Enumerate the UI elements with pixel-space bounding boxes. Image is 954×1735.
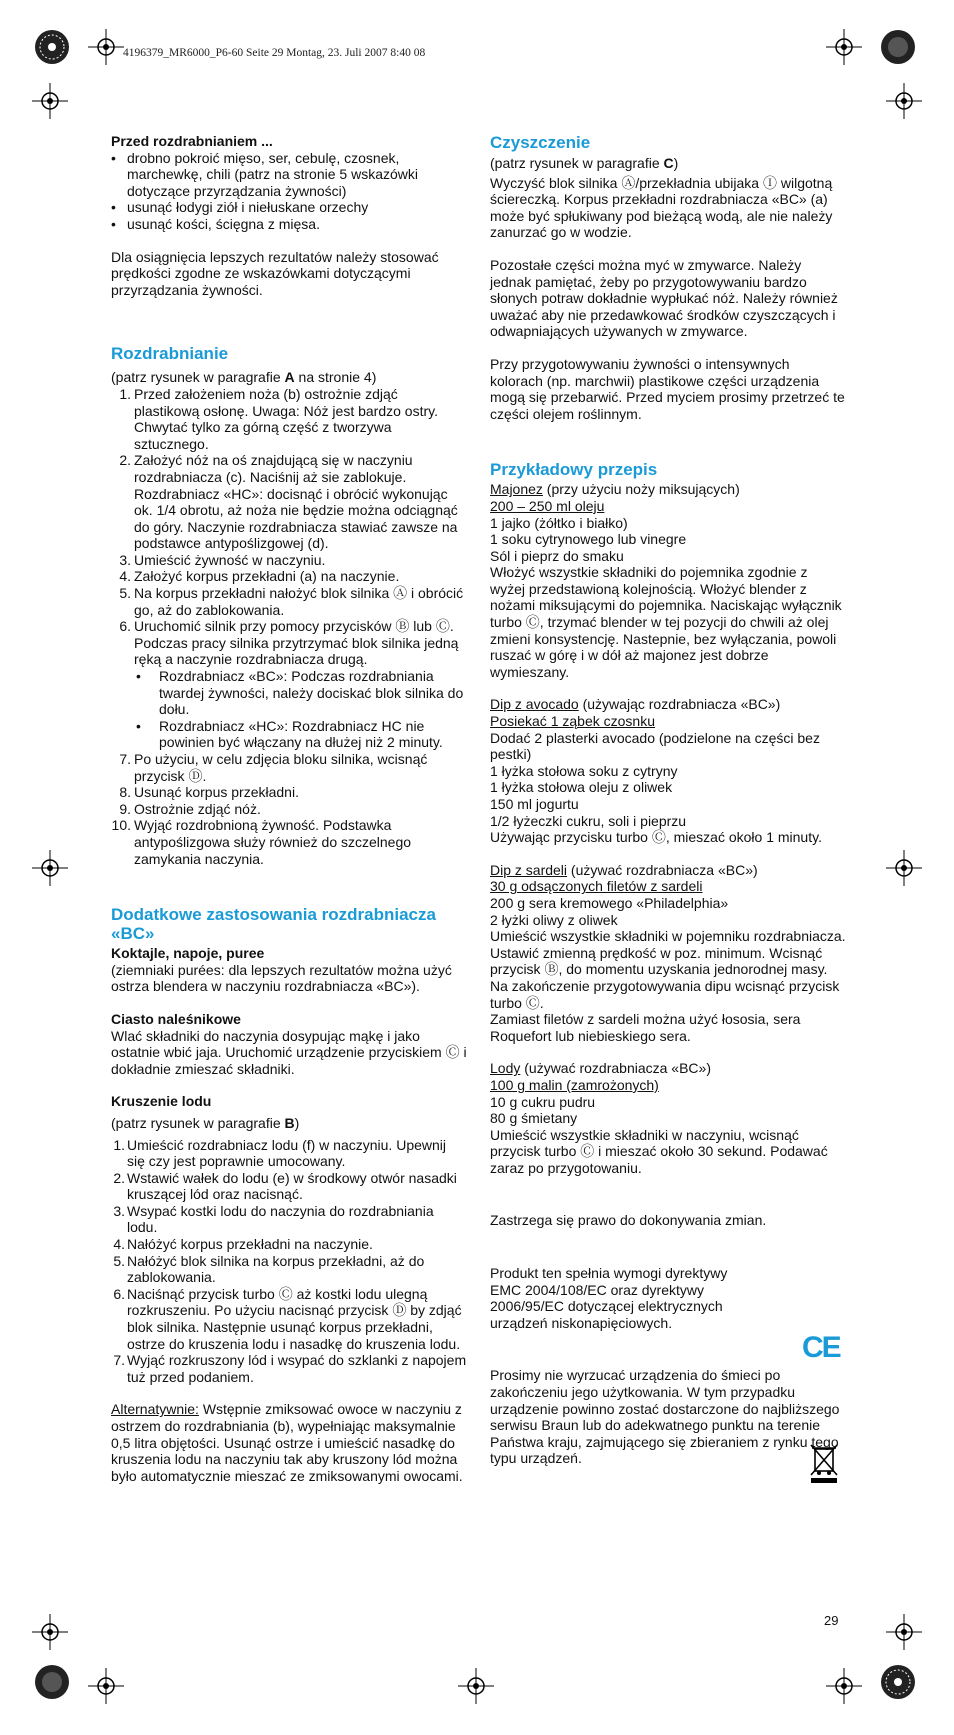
clean-text: Pozostałe części można myć w zmywarce. Należy jednak pamiętać, żeby po przygotowywaniu bardzo słonych potraw dokładnie wypłukać nóż. Należy również uważać aby nie przedawkować środków czyszczących i odwapniających używanych w zmywarce. <box>490 256 838 340</box>
section-heading: Rozdrabnianie <box>111 344 229 364</box>
list-item: 10. Wyjąć rozdrobnioną żywność. Podstawka antypoślizgowa służy również do szczelnego zamykania naczynia. <box>111 817 412 867</box>
list-item: 7. Po użyciu, w celu zdjęcia bloku silnika, wcisnąć przycisk Ⓓ. <box>119 751 428 784</box>
list-item: • usunąć kości, ścięgna z mięsa. <box>111 216 467 233</box>
crossed-bin-icon <box>809 1443 839 1483</box>
list-item: 6. Uruchomić silnik przy pomocy przycisków Ⓑ lub Ⓒ. Podczas pracy silnika przytrzymać blok silnika jedną ręką a naczynie rozdrabniacza drugą. • Rozdrabniacz «BC»: Podczas rozdrabniania twardej żywności, należy dociskać blok silnika do dołu. • Rozdrabniacz «HC»: Rozdrabniacz HC nie powinien być włączany na dłużej niż 2 minuty. <box>111 618 467 751</box>
list-item: • usunąć łodygi ziół i niełuskane orzechy <box>111 199 467 216</box>
recipe-line: Włożyć wszystkie składniki do pojemnika zgodnie z wyżej przedstawioną kolejnością. Włożyć blender z nożami miksującymi do pojemnika. Naciskając wyłącznik turbo Ⓒ, trzymać blender w tej pozycji do chwili aż olej zmieni konsystencję. Nastepnie, bez wyłączania, powoli ruszać w górę i w dół aż majonez jest dobrze wymieszany. <box>490 564 842 680</box>
ice-steps <box>111 1137 467 1386</box>
list-item: 5. Nałóżyć blok silnika na korpus przekładni, aż do zablokowania. <box>113 1252 425 1286</box>
ice-title: Kruszenie lodu <box>111 1093 212 1110</box>
registration-mark-icon <box>32 850 68 886</box>
figure-ref: (patrz rysunek w paragrafie C) <box>490 155 679 171</box>
recipe-line: Na zakończenie przygotowywania dipu wcisnąć przycisk turbo Ⓒ. <box>490 977 840 1011</box>
color-wheel-icon <box>880 29 916 65</box>
cocktail-text: (ziemniaki purées: dla lepszych rezultatów można użyć ostrza blendera w naczyniu rozdrabniacza «BC»). <box>111 961 452 995</box>
recipe-line: Ustawić zmienną prędkość w poz. minimum. Wcisnąć przycisk Ⓑ, do momentu uzyskania jednorodnej masy. <box>490 944 828 978</box>
registration-mark-icon <box>32 83 68 119</box>
color-wheel-icon <box>34 29 70 65</box>
weee-text: Prosimy nie wyrzucać urządzenia do śmieci po zakończeniu jego użytkowania. W tym przypadku urządzenie powinno zostać dostarczone do najbliższego serwisu Braun lub do adekwatnego punktu na terenie Państwa kraju, zajmującego się zbieraniem z rynku tego typu urządzeń. <box>490 1367 840 1467</box>
recipe-line: 1/2 łyżeczki cukru, soli i pieprzu <box>490 812 687 829</box>
recipe-line: Sól i pieprz do smaku <box>490 547 624 564</box>
recipe-line: Zamiast filetów z sardeli można użyć łososia, sera Roquefort lub niebieskiego sera. <box>490 1011 801 1044</box>
recipe-line: 10 g cukru pudru <box>490 1093 596 1110</box>
registration-mark-icon <box>458 1668 494 1704</box>
list-item: 2. Założyć nóż na oś znajdującą się w naczyniu rozdrabniacza (c). Naciśnij aż sie zablokuje. Rozdrabniacz «HC»: docisnąć i obrócić wykonując ok. 1/4 obrotu, aż noża nie będzie można odciągnąć do góry. Naczynie rozdrabniacza stawiać zawsze na podstawce antypoślizgowej (d). <box>119 452 458 552</box>
prep-list <box>111 150 467 233</box>
recipe-line: Umieścić wszystkie składniki w pojemniku rozdrabniacza. <box>490 928 846 945</box>
recipe-line: 1 jajko (żółtko i białko) <box>490 514 628 531</box>
list-item: 2. Wstawić wałek do lodu (e) w środkowy otwór nasadki kruszącej lód oraz nacisnąć. <box>113 1169 457 1203</box>
right-column <box>490 133 846 1467</box>
list-item: 5. Na korpus przekładni nałożyć blok silnika Ⓐ i obrócić go, aż do zablokowania. <box>119 585 464 618</box>
registration-mark-icon <box>826 29 862 65</box>
left-column <box>111 133 467 1484</box>
list-item: 4. Nałóżyć korpus przekładni na naczynie. <box>113 1236 373 1253</box>
list-item: 9. Ostrożnie zdjąć nóż. <box>119 800 261 817</box>
batter-text: Wlać składniki do naczynia dosypując mąkę i jako ostatnie wbić jaja. Uruchomić urządzenie przyciskiem Ⓒ i dokładnie zmieszać składniki. <box>111 1027 467 1077</box>
recipe-line: 200 g sera kremowego «Philadelphia» <box>490 894 729 911</box>
print-header: 4196379_MR6000_P6-60 Seite 29 Montag, 23. Juli 2007 8:40 08 <box>123 47 426 59</box>
recipe-line: 30 g odsączonych filetów z sardeli <box>490 878 703 895</box>
recipe-line: 200 – 250 ml oleju <box>490 497 605 514</box>
registration-mark-icon <box>88 29 124 65</box>
list-item: 3. Umieścić żywność w naczyniu. <box>119 551 326 568</box>
section-heading: Dodatkowe zastosowania rozdrabniacza «BC» <box>111 905 436 944</box>
recipe-line: Dodać 2 plasterki avocado (podzielone na części bez pestki) <box>490 729 820 763</box>
alternative-text: Alternatywnie: Wstępnie zmiksować owoce w naczyniu z ostrzem do rozdrabniania (b), wypełniając maksymalnie 0,5 litra objętości. Usunąć ostrze i umieścić nasadkę do kruszenia lodu na naczyniu tak aby kruszony lód można było automatycznie mieszać ze zmiksowanymi owocami. <box>111 1401 463 1484</box>
list-item: 3. Wsypać kostki lodu do naczynia do rozdrabniania lodu. <box>113 1202 434 1236</box>
figure-ref: (patrz rysunek w paragrafie A na stronie 4) <box>111 369 377 386</box>
list-item: 1. Przed założeniem noża (b) ostrożnie zdjąć plastikową osłonę. Uwaga: Nóż jest bardzo ostry. Chwytać tylko za górną część z tworzywa sztucznego. <box>119 385 438 452</box>
color-wheel-icon <box>880 1664 916 1700</box>
batter-title: Ciasto naleśnikowe <box>111 1010 241 1027</box>
list-item: • drobno pokroić mięso, ser, cebulę, czosnek, marchewkę, chili (patrz na stronie 5 wskazówki dotyczące przyrządzania żywności) <box>111 150 467 200</box>
list-item: 1. Umieścić rozdrabniacz lodu (f) w naczyniu. Upewnij się czy jest poprawnie umocowany. <box>113 1136 447 1170</box>
prep-title: Przed rozdrabnianiem ... <box>111 133 273 149</box>
recipe-line: Używając przycisku turbo Ⓒ, mieszać około 1 minuty. <box>490 829 822 846</box>
registration-mark-icon <box>826 1668 862 1704</box>
recipe-name: Majonez (przy użyciu noży miksujących) <box>490 481 740 498</box>
page-number: 29 <box>824 1613 839 1628</box>
list-item: • Rozdrabniacz «BC»: Podczas rozdrabniania twardej żywności, należy dociskać blok silnika do dołu. <box>136 668 467 718</box>
list-item: • Rozdrabniacz «HC»: Rozdrabniacz HC nie powinien być włączany na dłużej niż 2 minuty. <box>136 718 467 751</box>
recipe-line: 100 g malin (zamrożonych) <box>490 1076 659 1093</box>
registration-mark-icon <box>886 850 922 886</box>
chop-steps <box>111 386 467 867</box>
registration-mark-icon <box>88 1668 124 1704</box>
registration-mark-icon <box>32 1614 68 1650</box>
figure-ref: (patrz rysunek w paragrafie B) <box>111 1114 300 1131</box>
recipe-name: Dip z avocado (używając rozdrabniacza «BC») <box>490 696 781 713</box>
recipe-line: 2 łyżki oliwy z oliwek <box>490 911 618 928</box>
list-item: 7. Wyjąć rozkruszony lód i wsypać do szklanki z napojem tuż przed podaniem. <box>113 1352 467 1385</box>
reserve-note: Zastrzega się prawo do dokonywania zmian. <box>490 1212 767 1229</box>
list-item: 4. Założyć korpus przekładni (a) na naczynie. <box>119 568 400 585</box>
recipe-name: Dip z sardeli (używać rozdrabniacza «BC») <box>490 861 758 878</box>
recipe-line: 80 g śmietany <box>490 1110 578 1127</box>
ce-text: Produkt ten spełnia wymogi dyrektywy EMC 2004/108/EC oraz dyrektywy 2006/95/EC dotyczącej elektrycznych urządzeń niskonapięciowych. <box>490 1265 728 1331</box>
recipe-name: Lody (używać rozdrabniacza «BC») <box>490 1060 711 1077</box>
recipe-line: 1 łyżka stołowa soku z cytryny <box>490 762 678 779</box>
list-item: 8. Usunąć korpus przekładni. <box>119 784 299 801</box>
section-heading: Czyszczenie <box>490 133 591 152</box>
prep-note: Dla osiągnięcia lepszych rezultatów należy stosować prędkości zgodne ze wskazówkami dotyczącymi przyrządzania żywności. <box>111 248 439 298</box>
list-item: 6. Naciśnąć przycisk turbo Ⓒ aż kostki lodu ulegną rozkruszeniu. Po użyciu nacisnąć przycisk Ⓓ by zdjąć blok silnika. Następnie usunąć korpus przekładni, ostrze do kruszenia lodu i nasadkę do kruszenia lodu. <box>113 1285 462 1352</box>
clean-text: Wyczyść blok silnika Ⓐ/przekładnia ubijaka Ⓘ wilgotną ściereczką. Korpus przekładni rozdrabniacza «BC» (a) może być spłukiwany pod bieżącą wodą, ale nie należy zanurzać go w wodzie. <box>490 174 833 241</box>
clean-text: Przy przygotowywaniu żywności o intensywnych kolorach (np. marchwii) plastikowe części urządzenia mogą się przebarwić. Przed myciem prosimy przetrzeć te części olejem roślinnym. <box>490 355 845 422</box>
recipe-line: 150 ml jogurtu <box>490 796 579 812</box>
registration-mark-icon <box>886 83 922 119</box>
recipe-line: 1 soku cytrynowego lub vinegre <box>490 531 687 548</box>
recipe-line: 1 łyżka stołowa oleju z oliwek <box>490 779 673 796</box>
cocktail-title: Koktajle, napoje, puree <box>111 945 265 962</box>
recipe-line: Posiekać 1 ząbek czosnku <box>490 713 655 730</box>
section-heading: Przykładowy przepis <box>490 460 658 480</box>
color-wheel-icon <box>34 1664 70 1700</box>
sub-list <box>136 668 467 751</box>
recipe-line: Umieścić wszystkie składniki w naczyniu, wcisnąć przycisk turbo Ⓒ i mieszać około 30 sekund. Podawać zaraz po przygotowaniu. <box>490 1126 828 1176</box>
registration-mark-icon <box>886 1614 922 1650</box>
ce-mark-icon: CE <box>802 1331 840 1364</box>
